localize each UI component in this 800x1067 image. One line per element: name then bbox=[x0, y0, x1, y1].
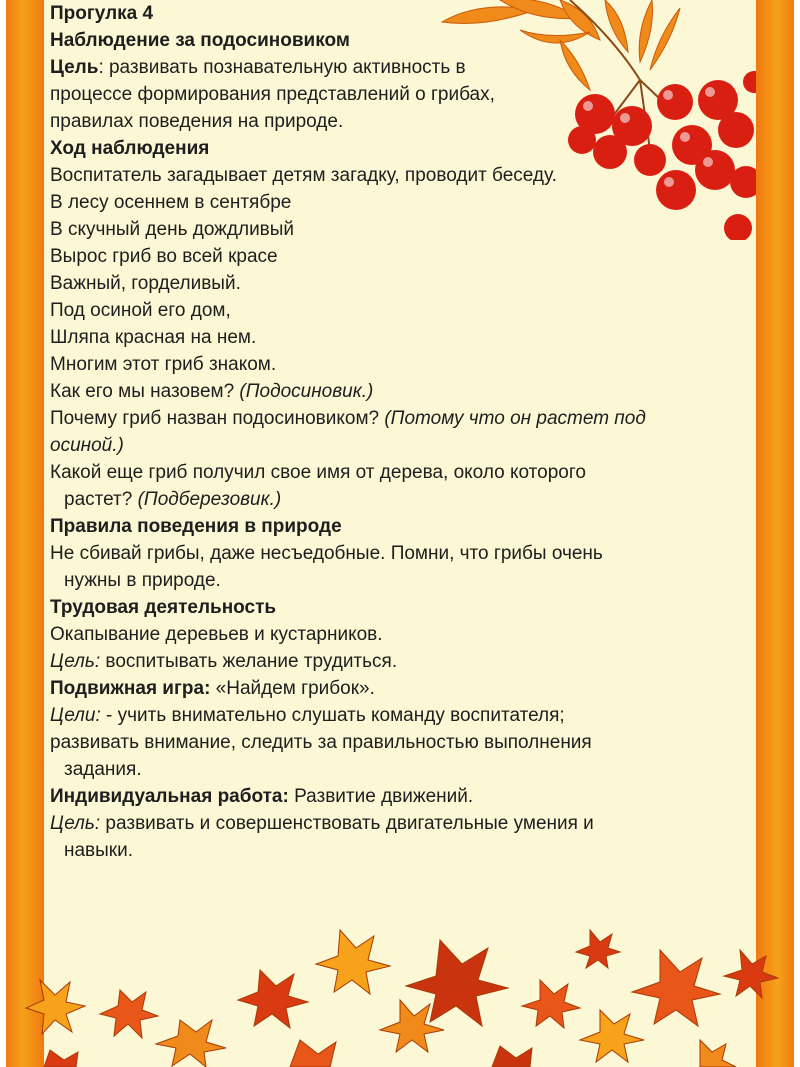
game-goals bbox=[50, 702, 750, 729]
game-goals-label: Цели: bbox=[50, 705, 101, 726]
rules-text: Не сбивай грибы, даже несъедобные. Помни, что грибы очень bbox=[50, 543, 603, 564]
labor-goal-text: воспитывать желание трудиться. bbox=[100, 651, 398, 672]
labor-heading: Трудовая деятельность bbox=[50, 597, 277, 618]
game-goals-line-3: задания. bbox=[64, 759, 142, 780]
game-goals-line-2: развивать внимание, следить за правильностью выполнения bbox=[50, 732, 592, 753]
walk-plan-text bbox=[50, 0, 750, 864]
question-1 bbox=[50, 378, 750, 405]
question-2-text: Почему гриб назван подосиновиком? bbox=[50, 408, 385, 429]
game-goals-text: - учить внимательно слушать команду воспитателя; bbox=[100, 705, 565, 726]
game-name: «Найдем грибок». bbox=[210, 678, 375, 699]
observation-intro: Воспитатель загадывает детям загадку, проводит беседу. bbox=[50, 165, 557, 186]
riddle-line: Многим этот гриб знаком. bbox=[50, 354, 277, 375]
goal-line bbox=[50, 54, 750, 81]
question-3-continued bbox=[50, 486, 750, 513]
document-subtitle: Наблюдение за подосиновиком bbox=[50, 30, 350, 51]
riddle-line: Под осиной его дом, bbox=[50, 300, 231, 321]
labor-goal-label: Цель: bbox=[50, 651, 101, 672]
individual-text: Развитие движений. bbox=[288, 786, 474, 807]
individual-line bbox=[50, 783, 750, 810]
right-orange-border bbox=[756, 0, 800, 1067]
answer-2: (Потому что он растет под bbox=[384, 408, 646, 429]
observation-heading: Ход наблюдения bbox=[50, 138, 210, 159]
answer-3: (Подберезовик.) bbox=[137, 489, 282, 510]
question-3: Какой еще гриб получил свое имя от дерева, около которого bbox=[50, 462, 586, 483]
goal-label: Цель bbox=[50, 57, 99, 78]
labor-goal bbox=[50, 648, 750, 675]
answer-2-continued: осиной.) bbox=[50, 435, 124, 456]
question-3-text: растет? bbox=[64, 489, 138, 510]
goal-text: : развивать познавательную активность в bbox=[98, 57, 466, 78]
goal-line-3: правилах поведения на природе. bbox=[50, 111, 344, 132]
question-2 bbox=[50, 405, 750, 432]
question-1-text: Как его мы назовем? bbox=[50, 381, 240, 402]
game-heading: Подвижная игра: bbox=[50, 678, 211, 699]
individual-goal-label: Цель: bbox=[50, 813, 101, 834]
individual-goal-text: развивать и совершенствовать двигательные умения и bbox=[100, 813, 594, 834]
riddle-line: В лесу осеннем в сентябре bbox=[50, 192, 292, 213]
individual-goal-line-2: навыки. bbox=[64, 840, 134, 861]
riddle-line: Шляпа красная на нем. bbox=[50, 327, 257, 348]
riddle-line: Важный, горделивый. bbox=[50, 273, 241, 294]
left-orange-border bbox=[0, 0, 44, 1067]
rules-text-continued: нужны в природе. bbox=[64, 570, 221, 591]
rules-heading: Правила поведения в природе bbox=[50, 516, 342, 537]
answer-1: (Подосиновик.) bbox=[239, 381, 374, 402]
individual-heading: Индивидуальная работа: bbox=[50, 786, 289, 807]
game-line bbox=[50, 675, 750, 702]
riddle-line: Вырос гриб во всей красе bbox=[50, 246, 278, 267]
individual-goal bbox=[50, 810, 750, 837]
document-title: Прогулка 4 bbox=[50, 3, 154, 24]
goal-line-2: процессе формирования представлений о грибах, bbox=[50, 84, 495, 105]
labor-text: Окапывание деревьев и кустарников. bbox=[50, 624, 383, 645]
autumn-leaves-icon bbox=[0, 920, 800, 1067]
riddle-line: В скучный день дождливый bbox=[50, 219, 295, 240]
